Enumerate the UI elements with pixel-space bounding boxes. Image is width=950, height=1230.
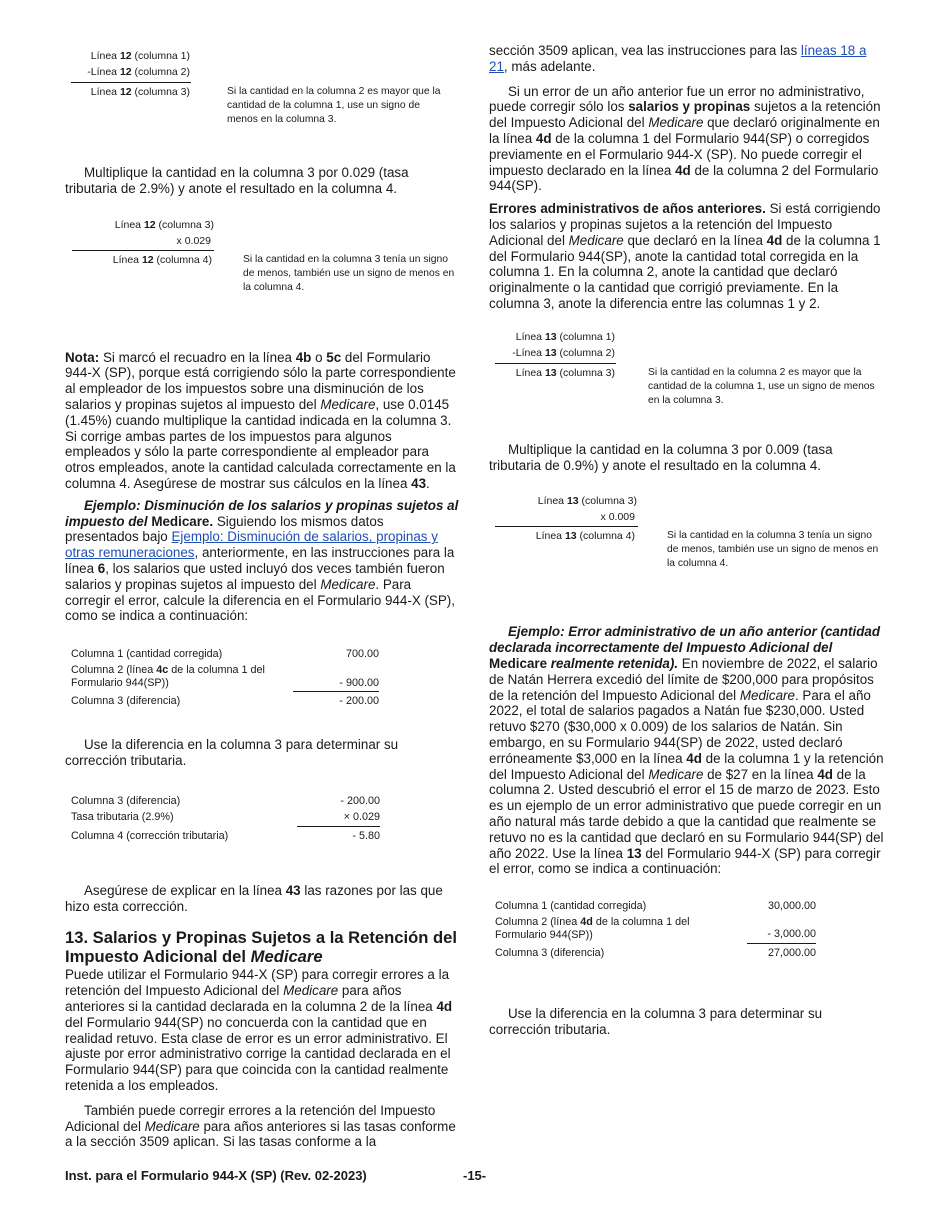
calc-row: Línea 13 (columna 3) xyxy=(537,495,637,508)
paragraph-explique: Asegúrese de explicar en la línea 43 las razones por las que hizo esta corrección. xyxy=(65,882,443,914)
paragraph-ejemplo-disminucion: Ejemplo: Disminución de los salarios y propinas sujetos al impuesto del Medicare. Siguiendo los mismos datos presentados bajo Ejemplo: Disminución de salarios, propinas y otras remuneraciones, anteriormente, en las instrucciones para la línea 6, los salarios que usted incluyó dos veces también fueron salarios y propinas sujetos al impuesto del Medicare. Para corregir el error, calcule la diferencia en el Formulario 944-X (SP), como se indica a continuación: xyxy=(65,497,459,624)
link-ejemplo-disminucion[interactable]: Ejemplo: Disminución de salarios, propinas y otras remuneraciones xyxy=(65,529,438,561)
paragraph-errores-administrativos: Errores administrativos de años anteriores. Si está corrigiendo los salarios y propinas sujetos a la retención del Impuesto Adicional del Medicare que declaró en la línea 4d de la columna 1 del Formulario 944(SP), anote la cantidad total corregida en la columna 1. En la columna 2, anote la cantidad que declaró originalmente o la cantidad que corrigió previamente. En la columna 3, anote la diferencia entre las columnas 1 y 2. xyxy=(489,201,881,311)
table-row-value: - 900.00 xyxy=(339,677,379,690)
footer-form-title: Inst. para el Formulario 944-X (SP) (Rev. 02-2023) xyxy=(65,1168,367,1183)
table-correccion xyxy=(65,769,460,866)
calc-row: x 0.009 xyxy=(600,511,635,524)
table-rule xyxy=(297,826,380,827)
calc-row: Línea 12 (columna 3) xyxy=(90,86,190,98)
table-row-value: - 3,000.00 xyxy=(767,928,816,941)
table-row-label: Tasa tributaria (2.9%) xyxy=(71,810,174,823)
calc-line12-multiply xyxy=(65,197,460,335)
table-row-value: - 200.00 xyxy=(340,794,380,807)
table-row-label: Columna 1 (cantidad corregida) xyxy=(71,648,223,661)
paragraph-multiply: Multiplique la cantidad en la columna 3 por 0.029 (tasa tributaria de 2.9%) y anote el resultado en la columna 4. xyxy=(65,165,409,196)
paragraph-multiply-009: Multiplique la cantidad en la columna 3 por 0.009 (tasa tributaria de 0.9%) y anote el resultado en la columna 4. xyxy=(489,441,833,473)
table-row-value: 700.00 xyxy=(345,648,379,661)
calc-note: Si la cantidad en la columna 2 es mayor que la cantidad de la columna 1, use un signo de menos en la columna 3. xyxy=(648,366,875,406)
calc-row: Línea 13 (columna 4) xyxy=(535,530,635,543)
calc-row: x 0.029 xyxy=(176,234,211,247)
link-lineas-18-21[interactable]: líneas 18 a 21 xyxy=(489,43,867,74)
paragraph-use-diferencia-2: Use la diferencia en la columna 3 para determinar su corrección tributaria. xyxy=(489,1006,823,1037)
table-row-label: Columna 4 (corrección tributaria) xyxy=(71,829,229,842)
calc-line13-multiply xyxy=(489,473,884,624)
calc-line12-columns xyxy=(65,40,460,160)
table-row-label: Columna 3 (diferencia) xyxy=(71,794,181,807)
paragraph-use-diferencia: Use la diferencia en la columna 3 para determinar su corrección tributaria. xyxy=(65,737,399,768)
calc-row: Línea 13 (columna 3) xyxy=(515,366,615,379)
table-row-label: Formulario 944(SP)) xyxy=(71,677,169,690)
calc-note: Si la cantidad en la columna 3 tenía un signo de menos, también use un signo de menos en la columna 4. xyxy=(667,530,879,570)
paragraph-error-no-administrativo: Si un error de un año anterior fue un error no administrativo, puede corregir sólo los salarios y propinas sujetos a la retención del Impuesto Adicional del Medicare que declaró originalmente en la línea 4d de la columna 1 del Formulario 944(SP) o corregidos previamente en el Formulario 944-X (SP). No puede corregir el impuesto declarado en la línea 4d de la columna 2 del Formulario 944(SP). xyxy=(489,83,881,194)
calc-rule xyxy=(495,363,616,364)
calc-rule xyxy=(72,250,214,251)
left-column xyxy=(65,40,460,1150)
table-rule xyxy=(747,943,816,944)
right-column xyxy=(489,43,884,1038)
table-diferencia xyxy=(65,624,460,720)
table-row-label: Columna 3 (diferencia) xyxy=(71,695,181,708)
paragraph-seccion3509-cont: sección 3509 aplican, vea las instrucciones para las líneas 18 a 21, más adelante. xyxy=(489,43,867,74)
table-row-label: Formulario 944(SP)) xyxy=(495,929,593,942)
table-row-label: Columna 3 (diferencia) xyxy=(495,947,605,960)
calc-row: Línea 13 (columna 1) xyxy=(515,330,615,343)
calc-note: Si la cantidad en la columna 2 es mayor que la cantidad de la columna 1, use un signo de menos en la columna 3. xyxy=(227,86,441,125)
calc-row: Línea 12 (columna 4) xyxy=(112,253,212,266)
table-row-value: × 0.029 xyxy=(343,810,380,823)
paragraph-ejemplo-error-administrativo: Ejemplo: Error administrativo de un año anterior (cantidad declarada incorrectamente del Impuesto Adicional del Medicare realmente retenida). En noviembre de 2022, el salario de Natán Herrera excedió del límite de $200,000 para propósitos de la retención del Impuesto Adicional del Medicare. Para el año 2022, el total de salarios pagados a Natán fue $230,000. Usted retuvo $270 ($30,000 x 0.009) de los salarios de Natán. Sin embargo, en su Formulario 944(SP) de 2022, usted declaró erróneamente $3,000 en la línea 4d de la columna 1 y la retención del Impuesto Adicional del Medicare de $27 en la línea 4d de la columna 2. Usted descubrió el error el 15 de marzo de 2023. Esto es un ejemplo de un error administrativo que puede corregir en un año natural más tarde debido a que la cantidad que realmente se retuvo no es la cantidad que declaró en su Formulario 944(SP) del año 2022. Use la línea 13 del Formulario 944-X (SP) para corregir el error, como se indica a continuación: xyxy=(489,624,884,877)
paragraph-13-seccion3509: También puede corregir errores a la retención del Impuesto Adicional del Medicare para años anteriores si las tasas conforme a la sección 3509 aplican. Si las tasas conforme a la xyxy=(65,1102,456,1150)
table-row-value: - 200.00 xyxy=(339,695,379,708)
calc-rule xyxy=(495,526,638,527)
table-rule xyxy=(293,691,379,692)
footer-page-number: -15- xyxy=(463,1168,487,1183)
paragraph-13-intro: Puede utilizar el Formulario 944-X (SP) para corregir errores a la retención del Impuesto Adicional del Medicare para años anteriores si la cantidad declarada en la columna 2 de la línea 4d del Formulario 944(SP) no concuerda con la cantidad que en realidad retuvo. Esta clase de error es un error administrativo. El ajuste por error administrativo corrige la cantidad declarada en el Formulario 944(SP) para que coincida con la cantidad realmente retenida a los empleados. xyxy=(65,967,453,1093)
calc-line13-columns xyxy=(489,312,884,440)
table-row-label: Columna 1 (cantidad corregida) xyxy=(495,900,647,913)
table-row-label: Columna 2 (línea 4d de la columna 1 del xyxy=(495,916,690,929)
table-diferencia-anio-anterior xyxy=(489,877,884,979)
section-heading-13: 13. Salarios y Propinas Sujetos a la Retención del Impuesto Adicional del Medicare xyxy=(65,928,457,967)
calc-row: Línea 12 (columna 3) xyxy=(114,218,214,231)
calc-note: Si la cantidad en la columna 3 tenía un signo de menos, también use un signo de menos en la columna 4. xyxy=(243,253,455,293)
calc-rule xyxy=(71,82,191,83)
table-row-value: 30,000.00 xyxy=(767,900,816,913)
table-row-value: 27,000.00 xyxy=(767,947,816,960)
table-row-value: - 5.80 xyxy=(352,829,380,842)
calc-row: -Línea 12 (columna 2) xyxy=(87,66,190,78)
paragraph-nota: Nota: Si marcó el recuadro en la línea 4b o 5c del Formulario 944-X (SP), porque está corrigiendo sólo la parte correspondiente al empleador de los impuestos sobre una disminución de los salarios y propinas sujetos al impuesto del Medicare, use 0.0145 (1.45%) cuando multiplique la cantidad indicada en la columna 3. Si corrige ambas partes de los impuestos para algunos empleados y sólo la parte correspondiente al empleador para otros empleados, anote la cantidad calculada correctamente en la columna 4. Asegúrese de mostrar sus cálculos en la línea 43. xyxy=(65,349,456,491)
calc-row: Línea 12 (columna 1) xyxy=(90,50,190,62)
calc-row: -Línea 13 (columna 2) xyxy=(512,346,615,359)
table-row-label: Columna 2 (línea 4c de la columna 1 del xyxy=(71,664,265,677)
